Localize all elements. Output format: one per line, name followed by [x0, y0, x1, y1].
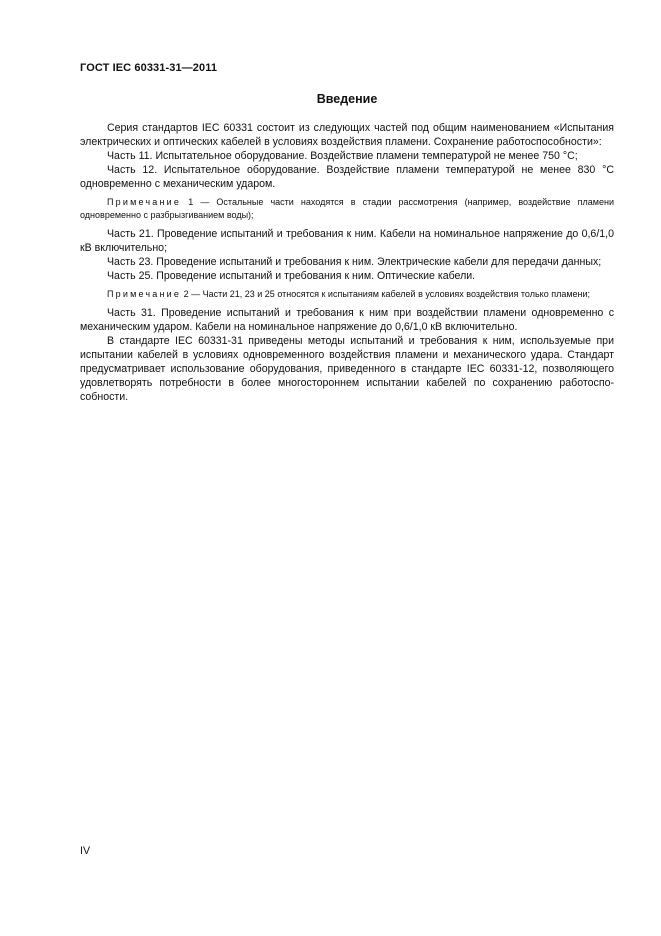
note-1-text: 1 — Остальные части находятся в стадии рассмотрения (например, воздействие пламени одновременно с разбрызгиванием воды); — [80, 197, 614, 220]
paragraph-standard-scope: В стандарте IEC 60331-31 приведены методы испытаний и требования к ним, используемые при испытании кабелей в условиях одновременного воздействия пламени и механического удара. Стандарт предусматривает использование оборудования, приведенного в стандарте IEC 60331-12, позволяющего удовлетворять потребности в более многостороннем испытании кабелей по сохранению работоспособности. — [80, 335, 614, 403]
document-header: ГОСТ IEC 60331-31—2011 — [80, 62, 218, 74]
paragraph-series-intro: Серия стандартов IEC 60331 состоит из следующих частей под общим наименованием «Испытания электрических и оптических кабелей в условиях воздействия пламени. Сохранение работоспособности»: — [80, 122, 614, 148]
paragraph-part-12: Часть 12. Испытательное оборудование. Воздействие пламени температурой не менее 830 °С одновременно с механическим ударом. — [80, 164, 614, 190]
note-2-text: 2 — Части 21, 23 и 25 относятся к испытаниям кабелей в условиях воздействия только пламени; — [181, 289, 591, 299]
note-2-label: Примечание — [107, 289, 182, 299]
paragraph-part-11: Часть 11. Испытательное оборудование. Воздействие пламени температурой не менее 750 °С; — [107, 150, 578, 162]
page-number: IV — [80, 845, 91, 857]
paragraph-part-25: Часть 25. Проведение испытаний и требования к ним. Оптические кабели. — [107, 270, 476, 282]
section-title: Введение — [316, 92, 378, 106]
body-text — [80, 121, 614, 404]
note-2 — [80, 288, 614, 301]
note-1 — [80, 196, 614, 222]
paragraph-part-31: Часть 31. Проведение испытаний и требования к ним при воздействии пламени одновременно с механическим ударом. Кабели на номинальное напряжение до 0,6/1,0 кВ включительно. — [80, 307, 614, 333]
note-1-label: Примечание — [107, 197, 182, 207]
paragraph-part-23: Часть 23. Проведение испытаний и требования к ним. Электрические кабели для передачи данных; — [107, 256, 602, 268]
paragraph-part-21: Часть 21. Проведение испытаний и требования к ним. Кабели на номинальное напряжение до 0,6/1,0 кВ включительно; — [80, 228, 614, 254]
